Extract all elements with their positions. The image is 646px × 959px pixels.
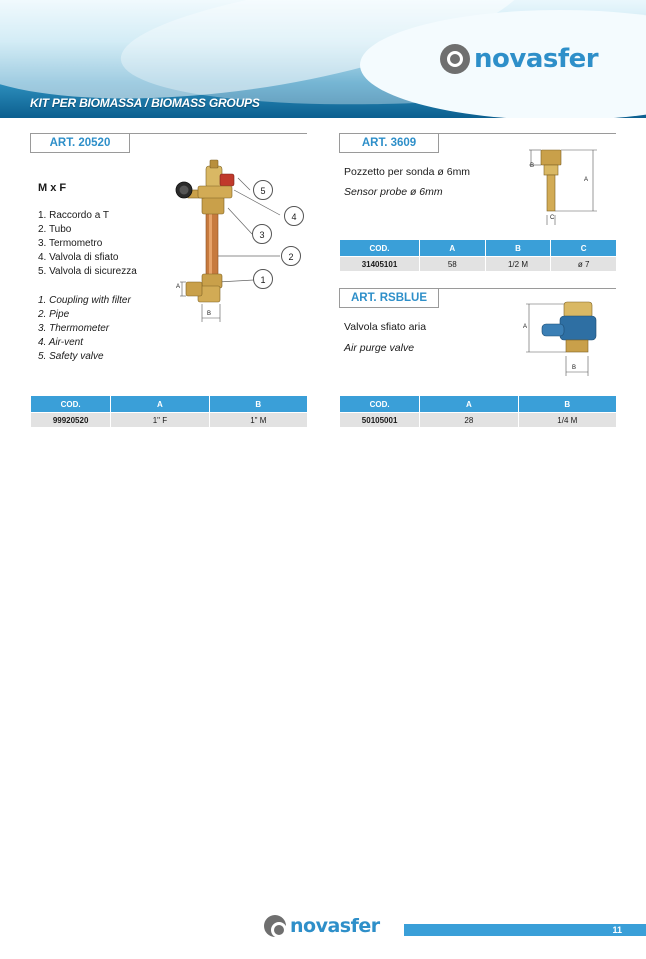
footer-logo — [264, 915, 380, 937]
part-item: 3. Termometro — [38, 238, 103, 249]
sensor-probe-illustration — [525, 145, 600, 227]
art-20520-label: ART. 20520 — [30, 133, 130, 153]
dim-label-c: C — [550, 215, 555, 221]
table-cell: ø 7 — [551, 257, 617, 272]
spec-table-20520 — [30, 395, 308, 428]
desc-it: Valvola sfiato aria — [344, 321, 427, 333]
dim-label-a: A — [584, 177, 589, 183]
page-title: KIT PER BIOMASSA / BIOMASS GROUPS — [30, 96, 260, 110]
desc-en: Sensor probe ø 6mm — [344, 186, 443, 198]
brand-name: novasfer — [474, 44, 599, 74]
desc-it: Pozzetto per sonda ø 6mm — [344, 166, 471, 178]
page-header — [0, 0, 646, 118]
section-rule — [438, 288, 616, 289]
logo-mark-icon — [264, 915, 286, 937]
spec-table-rsblue — [339, 395, 617, 428]
callout-4: 4 — [284, 206, 304, 226]
table-cell: 1/4 M — [518, 413, 616, 428]
connection-type: M x F — [38, 182, 67, 194]
dim-label-a: A — [176, 284, 181, 290]
dim-label-b: B — [530, 163, 535, 169]
callout-5: 5 — [253, 180, 273, 200]
table-header: A — [111, 396, 209, 413]
table-cell: 1/2 M — [485, 257, 551, 272]
table-cell: 28 — [420, 413, 518, 428]
table-header: A — [420, 396, 518, 413]
dim-label-b: B — [572, 365, 577, 371]
biomass-kit-illustration — [168, 158, 308, 328]
part-item: 4. Valvola di sfiato — [38, 252, 119, 263]
table-header: B — [485, 240, 551, 257]
part-item: 3. Thermometer — [38, 323, 110, 334]
page-number: 11 — [612, 925, 622, 935]
part-item: 2. Tubo — [38, 224, 72, 235]
parts-list-en — [38, 294, 131, 364]
air-purge-valve-illustration — [520, 300, 610, 378]
table-header: COD. — [340, 240, 420, 257]
art-rsblue-label: ART. RSBLUE — [339, 288, 439, 308]
part-item: 4. Air-vent — [38, 337, 84, 348]
part-item: 5. Valvola di sicurezza — [38, 266, 137, 277]
section-rule — [129, 133, 307, 134]
table-row — [340, 413, 617, 428]
part-item: 1. Coupling with filter — [38, 295, 131, 306]
table-cell: 50105001 — [340, 413, 420, 428]
desc-en: Air purge valve — [344, 342, 415, 354]
table-header: A — [419, 240, 485, 257]
footer-brand-name: novasfer — [290, 915, 380, 937]
brand-logo — [440, 44, 598, 74]
table-cell: 1" M — [209, 413, 307, 428]
table-header: COD. — [340, 396, 420, 413]
part-item: 5. Safety valve — [38, 351, 104, 362]
spec-table-3609 — [339, 239, 617, 272]
dim-label-a: A — [523, 324, 528, 330]
table-row — [31, 413, 308, 428]
page-number-bar — [404, 924, 646, 936]
section-rule — [438, 133, 616, 134]
table-cell: 58 — [419, 257, 485, 272]
table-cell: 99920520 — [31, 413, 111, 428]
parts-list-it — [38, 209, 137, 279]
dim-label-b: B — [207, 311, 212, 317]
table-cell: 31405101 — [340, 257, 420, 272]
part-item: 1. Raccordo a T — [38, 210, 109, 221]
callout-3: 3 — [252, 224, 272, 244]
table-cell: 1" F — [111, 413, 209, 428]
callout-1: 1 — [253, 269, 273, 289]
table-header: B — [209, 396, 307, 413]
part-item: 2. Pipe — [38, 309, 70, 320]
table-row — [340, 257, 617, 272]
table-header: COD. — [31, 396, 111, 413]
art-3609-label: ART. 3609 — [339, 133, 439, 153]
table-header: B — [518, 396, 616, 413]
callout-2: 2 — [281, 246, 301, 266]
table-header: C — [551, 240, 617, 257]
logo-mark-icon — [440, 44, 470, 74]
